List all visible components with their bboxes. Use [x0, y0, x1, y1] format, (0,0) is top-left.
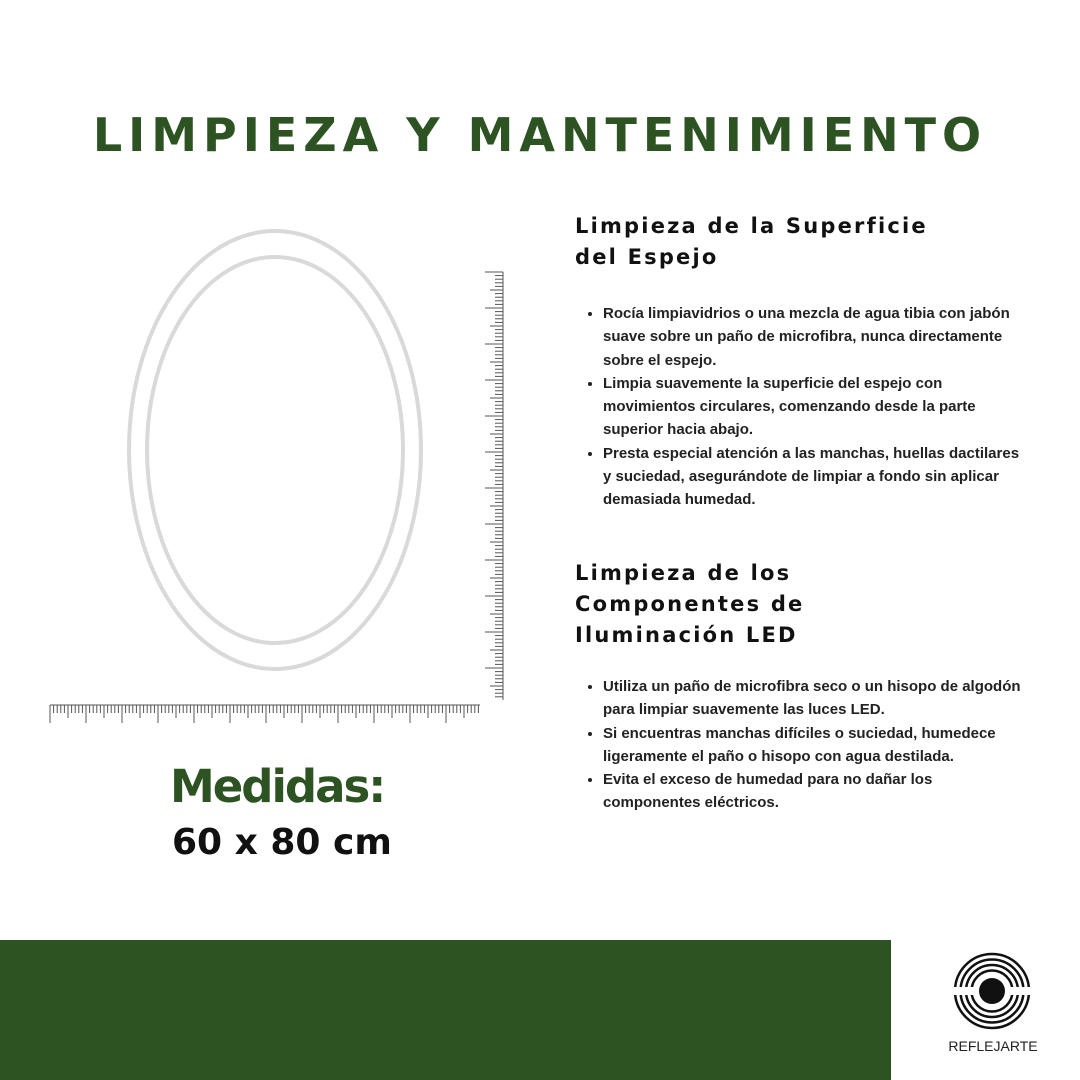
list-item: • Rocía limpiavidrios o una mezcla de agua tibia con jabón suave sobre un paño de microfibra, nunca directamente sobre el espejo.: [603, 302, 1023, 372]
footer-bar: [0, 940, 891, 1080]
section-heading-led: [575, 558, 1015, 651]
heading-line: Limpieza de los: [575, 561, 792, 585]
heading-line: Limpieza de la Superficie: [575, 214, 928, 238]
mirror-outer-frame: [129, 231, 421, 669]
list-item: • Utiliza un paño de microfibra seco o un hisopo de algodón para limpiar suavemente las luces LED.: [603, 675, 1023, 722]
heading-line: del Espejo: [575, 245, 719, 269]
surface-cleaning-list: [584, 302, 1023, 512]
mirror-illustration: [0, 215, 520, 739]
led-cleaning-list: [584, 675, 1023, 815]
horizontal-ruler: [50, 705, 480, 723]
heading-line: Componentes de: [575, 592, 805, 616]
heading-line: Iluminación LED: [575, 623, 798, 647]
list-item: • Presta especial atención a las manchas, huellas dactilares y suciedad, asegurándote de limpiar a fondo sin aplicar demasiada humedad.: [603, 442, 1023, 512]
page-title: LIMPIEZA Y MANTENIMIENTO: [92, 108, 988, 162]
brand-name: REFLEJARTE: [948, 1038, 1038, 1054]
mirror-inner-glass: [147, 257, 403, 643]
mirror-svg: [0, 215, 520, 735]
concentric-circles-logo-icon: [953, 952, 1031, 1034]
measurements-label: Medidas:: [170, 760, 385, 813]
measurements-value: 60 x 80 cm: [172, 822, 392, 863]
section-heading-surface: [575, 211, 1015, 273]
list-item: • Si encuentras manchas difíciles o suciedad, humedece ligeramente el paño o hisopo con agua destilada.: [603, 722, 1023, 769]
vertical-ruler: [485, 272, 503, 700]
list-item: • Limpia suavemente la superficie del espejo con movimientos circulares, comenzando desde la parte superior hacia abajo.: [603, 372, 1023, 442]
list-item: • Evita el exceso de humedad para no dañar los componentes eléctricos.: [603, 768, 1023, 815]
